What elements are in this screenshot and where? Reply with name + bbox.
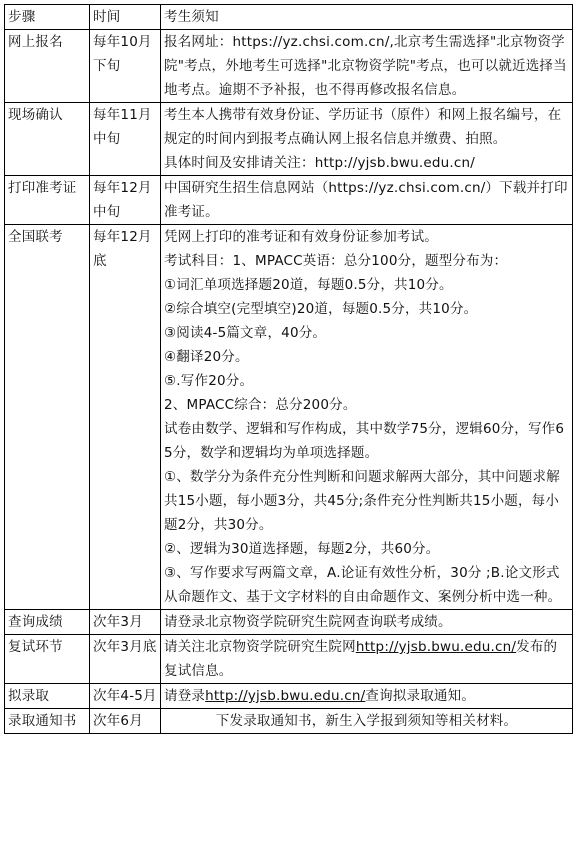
time-cell: 每年10月下旬	[90, 30, 161, 103]
notice-line: 下发录取通知书，新生入学报到须知等相关材料。	[215, 713, 518, 729]
website-link[interactable]: http://yjsb.bwu.edu.cn/	[205, 688, 366, 704]
notice-line: 考试科目：1、MPACC英语：总分100分，题型分布为：	[164, 253, 508, 269]
time-cell: 次年4-5月	[90, 684, 161, 709]
table-row	[5, 684, 573, 709]
table-row	[5, 103, 573, 176]
notice-cell	[161, 103, 573, 176]
table-row	[5, 610, 573, 635]
step-cell: 拟录取	[5, 684, 90, 709]
notice-cell	[161, 225, 573, 610]
notice-line: ③、写作要求写两篇文章，A.论证有效性分析，30分 ;B.论文形式从命题作文、基于文字材料的自由命题作文、案例分析中选一种。	[164, 565, 562, 605]
notice-line: 报名网址：https://yz.chsi.com.cn/,北京考生需选择"北京物资学院"考点，外地考生可选择"北京物资学院"考点，也可以就近选择当地考点。逾期不予补报，也不得再修改报名信息。	[164, 34, 567, 98]
table-row	[5, 176, 573, 225]
time-cell: 次年3月	[90, 610, 161, 635]
step-cell: 网上报名	[5, 30, 90, 103]
notice-line: ①、数学分为条件充分性判断和问题求解两大部分，其中问题求解共15小题，每小题3分，共45分;条件充分性判断共15小题，每小题2分，共30分。	[164, 469, 560, 533]
notice-line: ②、逻辑为30道选择题，每题2分，共60分。	[164, 541, 440, 557]
notice-text: 请登录	[164, 688, 206, 704]
notice-line: 请登录北京物资学院研究生院网查询联考成绩。	[164, 614, 452, 630]
time-cell: 次年6月	[90, 709, 161, 734]
step-cell: 打印准考证	[5, 176, 90, 225]
notice-line: 中国研究生招生信息网站（https://yz.chsi.com.cn/）下载并打印准考证。	[164, 180, 568, 220]
step-cell: 全国联考	[5, 225, 90, 610]
header-notice: 考生须知	[161, 5, 573, 30]
step-cell: 复试环节	[5, 635, 90, 684]
time-cell: 每年11月中旬	[90, 103, 161, 176]
table-row	[5, 225, 573, 610]
notice-cell	[161, 610, 573, 635]
notice-line: ①词汇单项选择题20道，每题0.5分，共10分。	[164, 277, 453, 293]
notice-line: ②综合填空(完型填空)20道，每题0.5分，共10分。	[164, 301, 478, 317]
notice-cell	[161, 30, 573, 103]
notice-text: 请关注北京物资学院研究生院网	[164, 639, 356, 655]
time-cell: 每年12月底	[90, 225, 161, 610]
notice-cell	[161, 176, 573, 225]
notice-text: 发布的复试信息。	[164, 639, 558, 679]
step-cell: 查询成绩	[5, 610, 90, 635]
header-time: 时间	[90, 5, 161, 30]
table-row	[5, 30, 573, 103]
notice-cell	[161, 684, 573, 709]
notice-line	[164, 635, 569, 683]
step-cell: 录取通知书	[5, 709, 90, 734]
notice-line: 2、MPACC综合：总分200分。	[164, 397, 357, 413]
time-cell: 次年3月底	[90, 635, 161, 684]
header-step: 步骤	[5, 5, 90, 30]
time-cell: 每年12月中旬	[90, 176, 161, 225]
notice-line: 试卷由数学、逻辑和写作构成，其中数学75分，逻辑60分，写作65分，数学和逻辑均为单项选择题。	[164, 421, 565, 461]
notice-line: ④翻译20分。	[164, 349, 249, 365]
notice-line	[164, 684, 569, 708]
website-link[interactable]: http://yjsb.bwu.edu.cn/	[355, 639, 517, 655]
notice-line: ③阅读4-5篇文章，40分。	[164, 325, 327, 341]
notice-line: ⑤.写作20分。	[164, 373, 254, 389]
table-header-row	[5, 5, 573, 30]
admission-steps-table	[4, 4, 573, 734]
notice-cell	[161, 709, 573, 734]
notice-line: 考生本人携带有效身份证、学历证书（原件）和网上报名编号，在规定的时间内到报考点确认网上报名信息并缴费、拍照。	[164, 107, 562, 147]
notice-line: 凭网上打印的准考证和有效身份证参加考试。	[164, 229, 438, 245]
table-row	[5, 635, 573, 684]
table-row	[5, 709, 573, 734]
notice-cell	[161, 635, 573, 684]
step-cell: 现场确认	[5, 103, 90, 176]
notice-line: 具体时间及安排请关注：http://yjsb.bwu.edu.cn/	[164, 155, 475, 171]
notice-text: 查询拟录取通知。	[365, 688, 476, 704]
